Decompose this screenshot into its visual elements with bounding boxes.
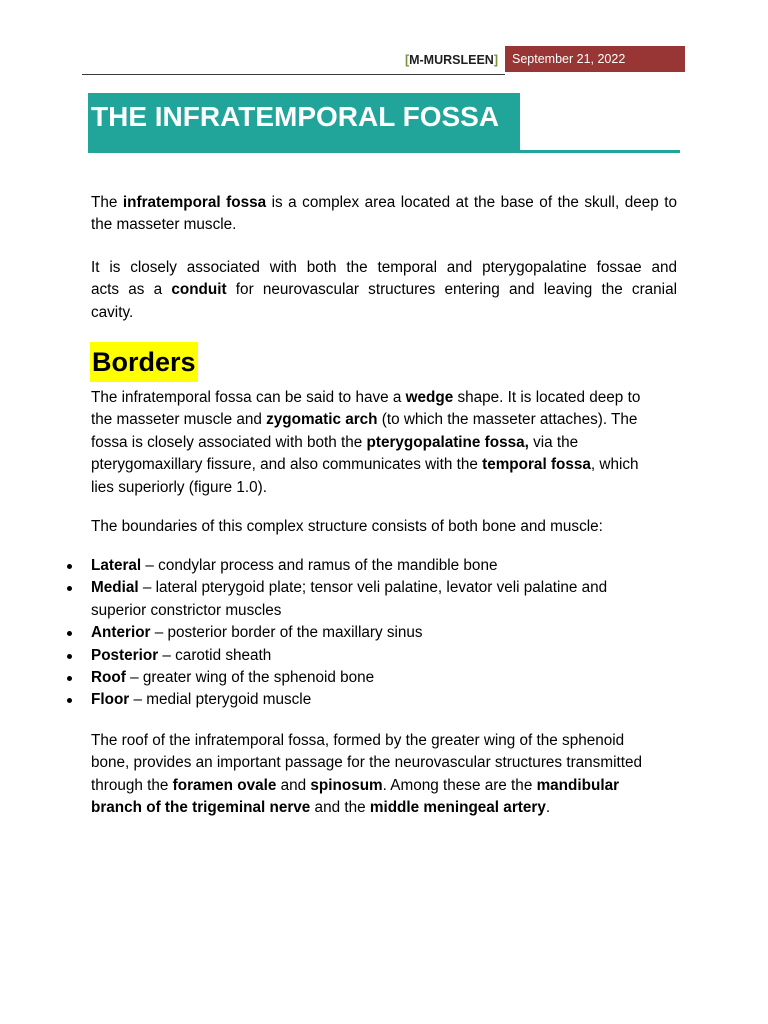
bold-term: pterygopalatine fossa, [366,433,529,451]
borders-paragraph-1 [91,387,677,499]
boundaries-list-item-anterior [91,622,677,644]
text-line [91,689,677,711]
boundaries-list-item-lateral [91,555,677,577]
date-badge [505,46,685,72]
text-line [91,454,677,476]
bold-term: Posterior [91,646,159,664]
text-run: cavity. [91,303,134,321]
intro-paragraph-1 [91,192,677,237]
text-line [91,775,677,797]
text-line [91,555,677,577]
text-run: . [545,799,551,817]
bold-term: wedge [405,389,454,406]
bold-term: middle meningeal artery [369,799,546,817]
text-run: The infratemporal fossa can be said to have a [91,389,406,406]
bold-term: Anterior [91,624,151,642]
text-run: The roof of the infratemporal fossa, formed by the greater wing of the sphenoid [91,732,625,749]
text-line [91,257,677,279]
text-line [91,409,677,431]
text-run: superior constrictor muscles [91,601,282,619]
text-run: – posterior border of the maxillary sinus [150,624,423,642]
bold-term: foramen ovale [172,776,277,794]
bold-term: branch of the trigeminal nerve [91,799,311,817]
text-run: (to which the masseter attaches). The [377,411,638,429]
section-heading-borders [90,342,198,382]
text-line [91,387,677,409]
text-run: It is closely associated with both the temporal and pterygopalatine fossae and [91,259,677,276]
bullet-icon [67,676,72,681]
bold-term: zygomatic arch [266,411,378,429]
bullet-icon [67,586,72,591]
text-run: for neurovascular structures entering and leaving the cranial [226,281,677,299]
borders-paragraph-2 [91,516,677,538]
header-divider [82,74,505,75]
author-name: M-MURSLEEN [409,53,494,67]
bold-term: spinosum [310,776,383,794]
intro-paragraph-2 [91,257,677,324]
boundaries-list-item-posterior [91,645,677,667]
text-line [91,645,677,667]
text-line [91,192,677,214]
text-line [91,279,677,301]
author-bracket-close: ] [493,53,498,67]
bullet-icon [67,564,72,569]
text-line [91,622,677,644]
author-bracket-open: [ [404,53,410,67]
bullet-icon [67,654,72,659]
text-run: is a complex area located at the base of the skull, deep to [266,194,677,211]
text-line [91,730,677,752]
bullet-icon [67,631,72,636]
bold-term: Floor [91,691,130,709]
text-line [91,477,677,499]
page-title: THE INFRATEMPORAL FOSSA [91,101,500,132]
text-line [91,600,677,622]
text-line [91,302,677,324]
section-heading-text: Borders [90,342,198,382]
bold-term: mandibular [536,776,620,794]
boundaries-list-item-medial [91,577,677,622]
text-run: through the [91,776,173,794]
bold-term: Lateral [91,557,142,574]
text-line [91,516,677,538]
text-run: the masseter muscle. [91,216,237,234]
text-run: via the [528,433,579,451]
text-run: The [91,194,123,211]
text-run: – carotid sheath [158,646,272,664]
title-banner [88,93,520,152]
text-line [91,214,677,236]
text-run: and the [310,799,370,817]
text-line [91,432,677,454]
bold-term: Roof [91,669,126,687]
bold-term: infratemporal fossa [122,194,267,211]
boundaries-list-item-roof [91,667,677,689]
bold-term: conduit [171,281,227,299]
text-run: pterygomaxillary fissure, and also communicates with the [91,456,483,474]
text-run: acts as a [91,281,172,299]
text-line [91,752,677,774]
text-run: shape. It is located deep to [453,389,641,406]
bold-term: temporal fossa [482,456,591,474]
text-run: – condylar process and ramus of the mandible bone [141,557,498,574]
bold-term: Medial [91,579,139,597]
author-label [290,51,498,69]
text-run: fossa is closely associated with both the [91,433,367,451]
text-run: bone, provides an important passage for the neurovascular structures transmitted [91,754,642,772]
date-text: September 21, 2022 [512,52,626,66]
text-run: The boundaries of this complex structure consists of both bone and muscle: [91,518,603,535]
boundaries-list-item-floor [91,689,677,711]
boundaries-list [91,555,677,712]
text-run: – greater wing of the sphenoid bone [125,669,375,687]
text-line [91,797,677,819]
text-run: and [276,776,311,794]
borders-paragraph-3 [91,730,677,820]
text-run: – medial pterygoid muscle [129,691,312,709]
text-run: . Among these are the [382,776,537,794]
text-run: lies superiorly (figure 1.0). [91,478,267,496]
bullet-icon [67,698,72,703]
text-run: – lateral pterygoid plate; tensor veli palatine, levator veli palatine and [138,579,608,597]
text-line [91,667,677,689]
text-run: , which [590,456,639,474]
text-run: the masseter muscle and [91,411,267,429]
text-line [91,577,677,599]
